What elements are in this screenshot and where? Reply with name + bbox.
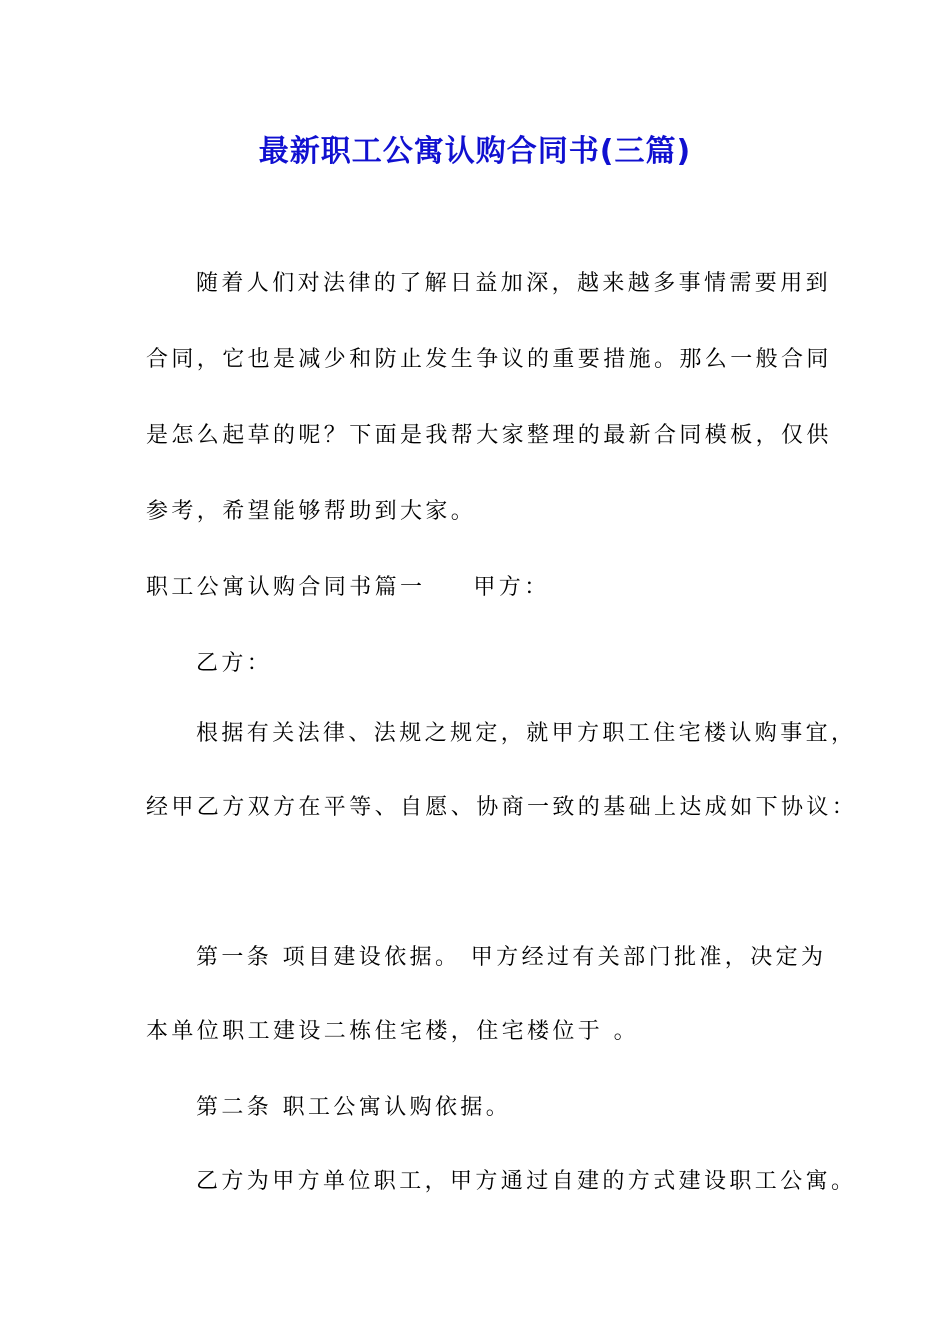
paragraph-line: 随着人们对法律的了解日益加深，越来越多事情需要用到 xyxy=(196,271,832,296)
paragraph-line: 本单位职工建设二栋住宅楼，住宅楼位于 。 xyxy=(146,1019,639,1044)
party-a-label: 甲方： xyxy=(473,575,550,600)
article-one-line: 第一条 项目建设依据。 甲方经过有关部门批准，决定为 xyxy=(196,945,827,970)
paragraph-line: 根据有关法律、法规之规定，就甲方职工住宅楼认购事宜， xyxy=(196,721,857,746)
paragraph-line: 参考，希望能够帮助到大家。 xyxy=(146,499,477,524)
article-two-line: 第二条 职工公寓认购依据。 xyxy=(196,1095,512,1120)
paragraph-line: 乙方为甲方单位职工，甲方通过自建的方式建设职工公寓。 xyxy=(196,1169,857,1194)
section-heading: 职工公寓认购合同书篇一 xyxy=(146,575,426,600)
document-title: 最新职工公寓认购合同书(三篇) xyxy=(258,134,692,169)
paragraph-line: 经甲乙方双方在平等、自愿、协商一致的基础上达成如下协议： xyxy=(146,795,858,820)
paragraph-line: 是怎么起草的呢？下面是我帮大家整理的最新合同模板，仅供 xyxy=(146,423,832,448)
party-b-label: 乙方： xyxy=(196,651,273,676)
section-heading-line xyxy=(146,572,550,604)
paragraph-line: 合同，它也是减少和防止发生争议的重要措施。那么一般合同 xyxy=(146,347,832,372)
